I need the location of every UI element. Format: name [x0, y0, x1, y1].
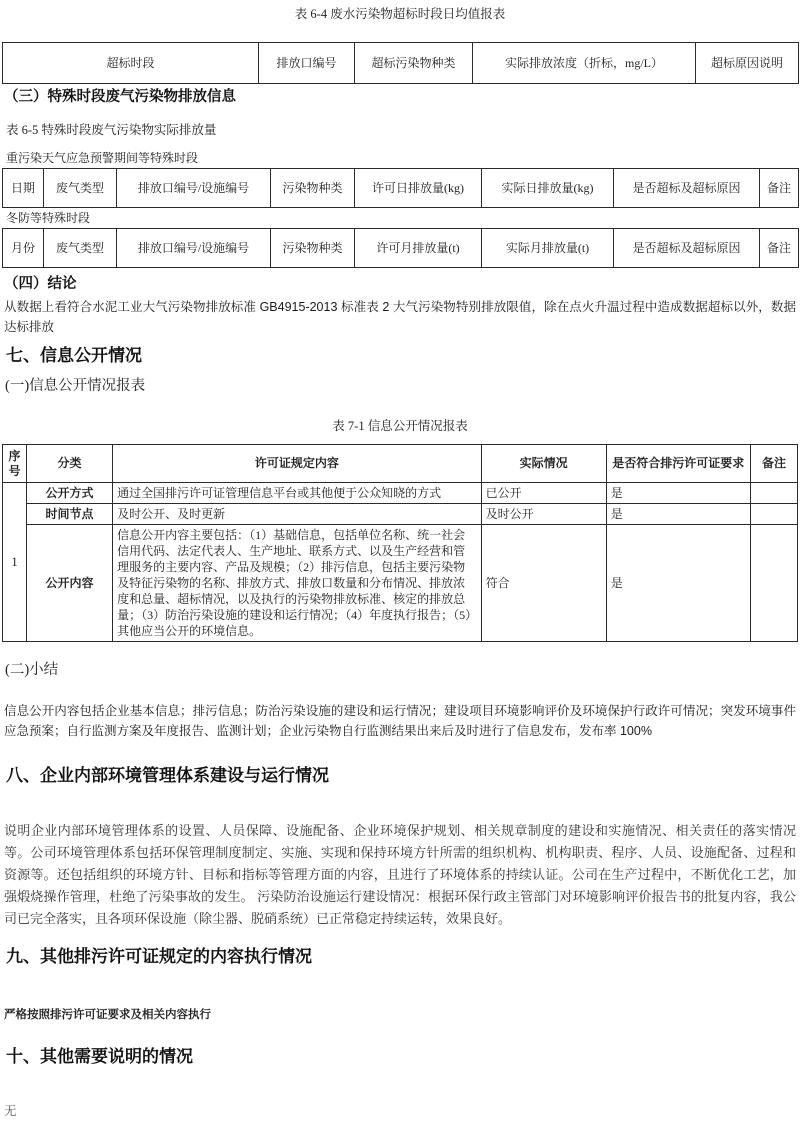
column-header-gas-type: 废气类型 — [44, 229, 117, 268]
column-header-exceed-reason: 是否超标及超标原因 — [614, 229, 760, 268]
chapter-9-heading: 九、其他排污许可证规定的内容执行情况 — [6, 947, 312, 966]
column-header-outlet-facility-id: 排放口编号/设施编号 — [117, 229, 271, 268]
note-cell — [750, 504, 797, 525]
column-header-permitted-daily: 许可日排放量(kg) — [355, 169, 482, 208]
column-header-exceed-reason: 超标原因说明 — [696, 43, 799, 84]
column-header-outlet-facility-id: 排放口编号/设施编号 — [117, 169, 271, 208]
category-cell: 公开方式 — [27, 483, 113, 504]
actual-situation-cell: 符合 — [481, 525, 606, 642]
spacer — [2, 968, 798, 1005]
column-header-pollutant-type: 超标污染物种类 — [355, 43, 473, 84]
table-6-5b — [2, 228, 799, 268]
spacer — [2, 930, 798, 946]
spacer — [2, 741, 798, 765]
spacer — [2, 787, 798, 820]
section-4-heading: （四）结论 — [4, 276, 77, 292]
table-7-1-header-row — [3, 445, 798, 483]
permit-content-cell: 信息公开内容主要包括：（1）基础信息，包括单位名称、统一社会信用代码、法定代表人、生产地址、联系方式、以及生产经营和管理服务的主要内容、产品及规模；（2）排污信息，包括主要污染物及特征污染物的名称、排放方式、排放口数量和分布情况、排放浓度和总量、超标情况，以及执行的污染物排放标准、核定的排放总量；（3）防治污染设施的建设和运行情况；（4）年度执行报告；（5）其他应当公开的环境信息。 — [113, 525, 481, 642]
spacer — [2, 107, 798, 122]
column-header-note: 备注 — [760, 169, 799, 208]
table-6-5a-header-row — [3, 169, 799, 208]
column-header-serial: 序号 — [3, 445, 27, 483]
column-header-permitted-monthly: 许可月排放量(t) — [355, 229, 482, 268]
table-row-disclosure-content — [3, 525, 798, 642]
report-document — [2, 0, 798, 1122]
spacer — [2, 138, 798, 151]
chapter-9-text: 严格按照排污许可证要求及相关内容执行 — [4, 1009, 211, 1021]
permit-content-cell: 通过全国排污许可证管理信息平台或其他便于公众知晓的方式 — [113, 483, 481, 504]
column-header-month: 月份 — [3, 229, 44, 268]
category-cell: 公开内容 — [27, 525, 113, 642]
table-7-1-title: 表 7-1 信息公开情况报表 — [332, 419, 468, 433]
chapter-10-heading: 十、其他需要说明的情况 — [6, 1047, 193, 1066]
column-header-category: 分类 — [27, 445, 113, 483]
column-header-actual-monthly: 实际月排放量(t) — [482, 229, 614, 268]
actual-situation-cell: 及时公开 — [481, 504, 606, 525]
spacer — [2, 642, 798, 661]
column-header-outlet-id: 排放口编号 — [259, 43, 355, 84]
column-header-note: 备注 — [750, 445, 797, 483]
column-header-exceed-period: 超标时段 — [3, 43, 259, 84]
table-6-5b-header-row — [3, 229, 799, 268]
table-6-4 — [2, 42, 799, 84]
chapter-7-sub2-heading: (二)小结 — [5, 662, 59, 678]
spacer — [2, 22, 798, 42]
chapter-8-heading: 八、企业内部环境管理体系建设与运行情况 — [6, 766, 329, 785]
chapter-10-text: 无 — [4, 1104, 17, 1118]
table-6-4-title: 表 6-4 废水污染物超标时段日均值报表 — [294, 7, 506, 21]
spacer — [2, 1068, 798, 1101]
spacer — [2, 680, 798, 701]
spacer — [2, 268, 798, 275]
chapter-7-sub1-heading: (一)信息公开情况报表 — [5, 378, 146, 394]
section-4-conclusion-text: 从数据上看符合水泥工业大气污染物排放标准 GB4915-2013 标准表 2 大气污染物特别排放限值，除在点火升温过程中造成数据超标以外，数据达标排放 — [4, 300, 796, 334]
column-header-pollutant-type: 污染物种类 — [271, 169, 355, 208]
chapter-7-summary-text: 信息公开内容包括企业基本信息；排污信息；防治污染设施的建设和运行情况；建设项目环境影响评价及环境保护行政许可情况；突发环境事件应急预案；自行监测方案及年度报告、监测计划；企业污染物自行监测结果出来后及时进行了信息发布，发布率 100% — [4, 704, 796, 738]
table-6-5a — [2, 168, 799, 208]
note-cell — [750, 525, 797, 642]
table-7-1 — [2, 444, 798, 642]
table-row-disclosure-timing — [3, 504, 798, 525]
column-header-gas-type: 废气类型 — [44, 169, 117, 208]
chapter-8-text: 说明企业内部环境管理体系的设置、人员保障、设施配备、企业环境保护规划、相关规章制度的建设和实施情况、相关责任的落实情况等。公司环境管理体系包括环保管理制度制定、实施、实现和保持环境方针所需的组织机构、机构职责、程序、人员、设施配备、过程和资源等。还包括组织的环境方针、目标和指标等管理方面的内容，且进行了环境体系的持续认证。公司在生产过程中，不断优化工艺，加强煅烧操作管理，杜绝了污染事故的发生。 污染防治设施运行建设情况：根据环保行政主管部门对环境影响评价报告书的批复内容，我公司已完全落实，且各项环保设施（除尘器、脱硝系统）已正常稳定持续运转，效果良好。 — [4, 823, 796, 926]
compliance-cell: 是 — [606, 504, 750, 525]
category-cell: 时间节点 — [27, 504, 113, 525]
section-3-heading: （三）特殊时段废气污染物排放信息 — [4, 89, 236, 105]
column-header-date: 日期 — [3, 169, 44, 208]
spacer — [2, 337, 798, 345]
table-6-4-header-row — [3, 43, 799, 84]
column-header-compliance: 是否符合排污许可证要求 — [606, 445, 750, 483]
spacer — [2, 1026, 798, 1046]
table-6-5b-label: 冬防等特殊时段 — [6, 211, 91, 225]
column-header-exceed-reason: 是否超标及超标原因 — [614, 169, 760, 208]
compliance-cell: 是 — [606, 483, 750, 504]
note-cell — [750, 483, 797, 504]
column-header-actual-daily: 实际日排放量(kg) — [482, 169, 614, 208]
spacer — [2, 396, 798, 418]
column-header-pollutant-type: 污染物种类 — [271, 229, 355, 268]
column-header-note: 备注 — [760, 229, 799, 268]
spacer — [2, 434, 798, 444]
chapter-7-heading: 七、信息公开情况 — [6, 346, 142, 365]
column-header-actual-situation: 实际情况 — [481, 445, 606, 483]
spacer — [2, 367, 798, 377]
serial-number-cell: 1 — [3, 483, 27, 642]
actual-situation-cell: 已公开 — [481, 483, 606, 504]
compliance-cell: 是 — [606, 525, 750, 642]
table-row-disclosure-method — [3, 483, 798, 504]
column-header-actual-concentration: 实际排放浓度（折标，mg/L） — [473, 43, 696, 84]
permit-content-cell: 及时公开、及时更新 — [113, 504, 481, 525]
table-6-5-title: 表 6-5 特殊时段废气污染物实际排放量 — [6, 123, 217, 137]
table-6-5a-label: 重污染天气应急预警期间等特殊时段 — [6, 151, 199, 165]
column-header-permit-content: 许可证规定内容 — [113, 445, 481, 483]
